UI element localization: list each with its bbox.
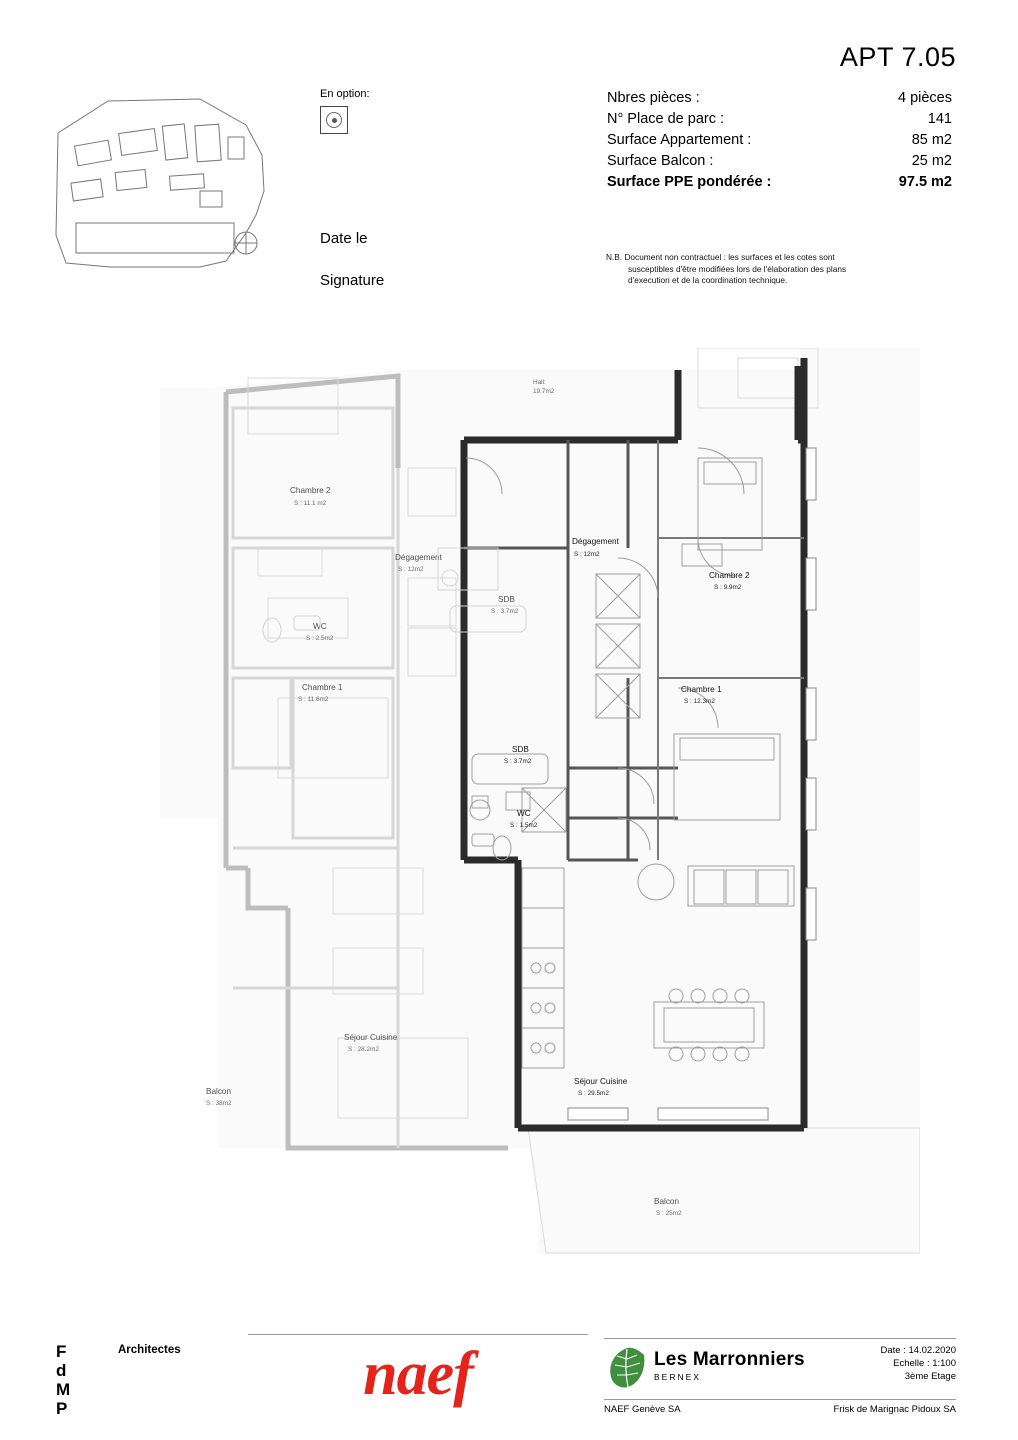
- naef-block: [248, 1334, 588, 1408]
- svg-text:S : 3.7m2: S : 3.7m2: [491, 608, 519, 615]
- project-title: Les Marronniers: [654, 1349, 805, 1370]
- spec-row: [607, 130, 952, 151]
- disclaimer-line-2: susceptibles d'être modifiées lors de l'élaboration des plans: [628, 263, 847, 274]
- spec-value: 141: [927, 111, 952, 127]
- plan-label-degagement-left: Dégagement: [395, 553, 442, 562]
- floor-plan: [98, 348, 920, 1263]
- option-block: [320, 88, 370, 134]
- divider: [604, 1399, 956, 1400]
- plan-label-chambre2-left: Chambre 2: [290, 486, 331, 495]
- svg-text:S : 2.5m2: S : 2.5m2: [306, 635, 334, 642]
- plan-label-hall: Hall:: [533, 379, 546, 386]
- fdmp-logo: F d M P: [56, 1342, 71, 1418]
- spec-label: Nbres pièces :: [607, 90, 700, 106]
- project-block: [604, 1338, 956, 1415]
- plan-label-wc-left: WC: [313, 622, 327, 631]
- spec-label: Surface Appartement :: [607, 132, 752, 148]
- drawing-meta: [880, 1344, 956, 1383]
- spec-row: [607, 172, 952, 193]
- naef-geneve-label: NAEF Genève SA: [604, 1404, 681, 1415]
- plan-label-balcon: Balcon: [654, 1197, 680, 1206]
- plan-label-sdb-left: SDB: [498, 595, 515, 604]
- plan-label-sejour: Séjour Cuisine: [574, 1077, 628, 1086]
- frisk-label: Frisk de Marignac Pidoux SA: [833, 1404, 956, 1415]
- svg-text:S : 12m2: S : 12m2: [574, 551, 600, 558]
- project-location: BERNEX: [654, 1372, 701, 1382]
- meta-date: Date : 14.02.2020: [880, 1345, 956, 1356]
- leaf-icon: [604, 1345, 650, 1391]
- divider: [604, 1338, 956, 1339]
- plan-label-balcon-left: Balcon: [206, 1087, 232, 1096]
- option-symbol-box: [320, 106, 348, 134]
- meta-floor: 3ème Etage: [904, 1371, 956, 1382]
- spec-row: [607, 151, 952, 172]
- spec-value: 25 m2: [911, 153, 952, 169]
- svg-text:S : 12.3m2: S : 12.3m2: [684, 698, 715, 705]
- spec-row: [607, 88, 952, 109]
- spec-value: 97.5 m2: [898, 174, 952, 190]
- date-le-label: Date le: [320, 230, 368, 247]
- spec-label: Surface PPE pondérée :: [607, 174, 772, 190]
- spec-table: [607, 88, 952, 193]
- svg-text:S : 9.9m2: S : 9.9m2: [714, 584, 742, 591]
- svg-text:S : 11.6m2: S : 11.6m2: [298, 696, 329, 703]
- architectes-label: Architectes: [118, 1344, 181, 1356]
- option-label: En option:: [320, 88, 370, 100]
- svg-text:S : 29.5m2: S : 29.5m2: [578, 1090, 609, 1097]
- plan-label-chambre1-left: Chambre 1: [302, 683, 343, 692]
- svg-text:S : 3.7m2: S : 3.7m2: [504, 758, 532, 765]
- spec-label: Surface Balcon :: [607, 153, 714, 169]
- meta-scale: Echelle : 1:100: [893, 1358, 956, 1369]
- plan-label-sejour-left: Séjour Cuisine: [344, 1033, 398, 1042]
- svg-text:S : 1.5m2: S : 1.5m2: [510, 822, 538, 829]
- spec-value: 85 m2: [911, 132, 952, 148]
- disclaimer-line-3: d'execution et de la coordination technique.: [628, 275, 788, 285]
- svg-text:19.7m2: 19.7m2: [533, 388, 555, 395]
- disclaimer-line-1: N.B. Document non contractuel : les surfaces et les cotes sont: [606, 252, 835, 262]
- svg-text:S : 25m2: S : 25m2: [656, 1210, 682, 1217]
- plan-label-degagement: Dégagement: [572, 537, 619, 546]
- plan-label-chambre2: Chambre 2: [709, 571, 750, 580]
- naef-logo: naef: [363, 1340, 473, 1408]
- divider: [248, 1334, 588, 1335]
- plan-label-chambre1: Chambre 1: [681, 685, 722, 694]
- svg-text:S : 38m2: S : 38m2: [206, 1100, 232, 1107]
- disclaimer-note: [606, 252, 956, 287]
- signature-label: Signature: [320, 272, 385, 289]
- option-ring-icon: [326, 112, 342, 128]
- spec-label: N° Place de parc :: [607, 111, 725, 127]
- spec-value: 4 pièces: [897, 90, 952, 106]
- spec-row: [607, 109, 952, 130]
- page-title: APT 7.05: [839, 42, 956, 72]
- plan-label-wc: WC: [517, 809, 531, 818]
- svg-text:S : 11.1 m2: S : 11.1 m2: [294, 500, 327, 507]
- site-plan-sketch: [50, 95, 280, 280]
- plan-label-sdb: SDB: [512, 745, 529, 754]
- footer: [0, 1330, 1018, 1440]
- svg-text:S : 28.2m2: S : 28.2m2: [348, 1046, 379, 1053]
- svg-text:S : 12m2: S : 12m2: [398, 566, 424, 573]
